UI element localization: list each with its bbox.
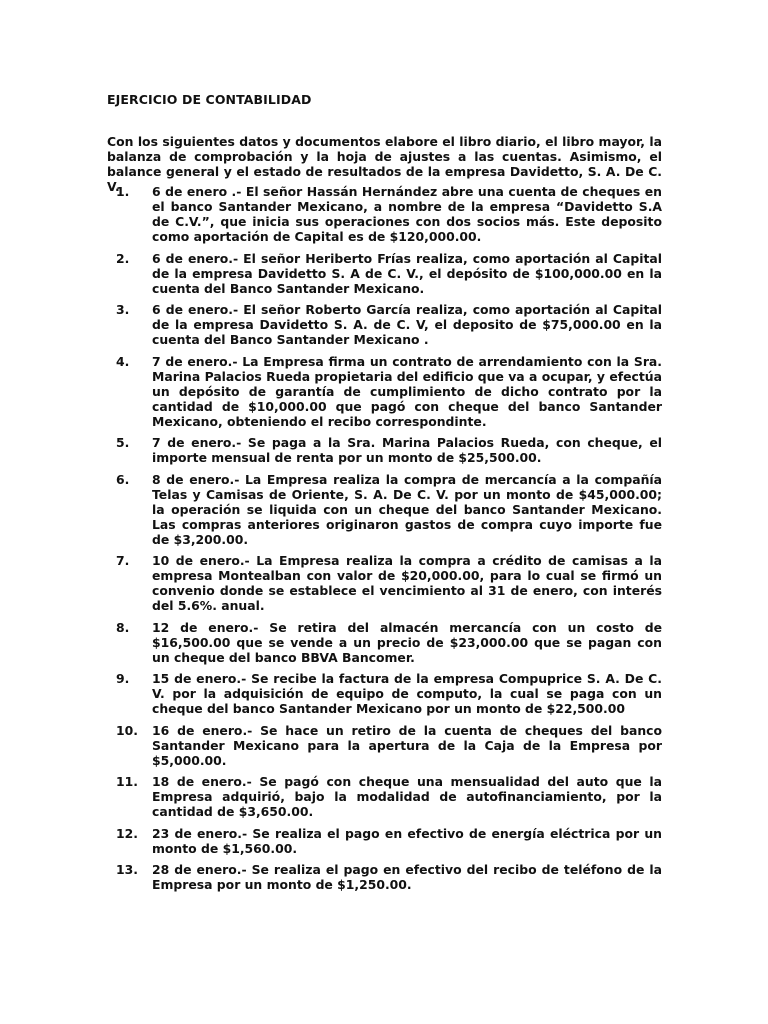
item-text: 16 de enero.- Se hace un retiro de la cuenta de cheques del banco Santander Mexicano para la apertura de la Caja de la Empresa por $5,000.00. [152, 722, 662, 768]
document-title: EJERCICIO DE CONTABILIDAD [107, 92, 312, 107]
item-number: 2. [116, 250, 130, 266]
item-number: 8. [116, 619, 130, 635]
item-text: 15 de enero.- Se recibe la factura de la empresa Compuprice S. A. De C. V. por la adquisición de equipo de computo, la cual se paga con un cheque del banco Santander Mexicano por un monto de $22,500.00 [152, 671, 662, 716]
item-text: 12 de enero.- Se retira del almacén mercancía con un costo de $16,500.00 que se vende a un precio de $23,000.00 que se pagan con un cheque del banco BBVA Bancomer. [152, 619, 662, 665]
item-number: 9. [116, 671, 130, 686]
item-number: 5. [116, 435, 130, 450]
item-number: 11. [116, 774, 138, 789]
item-number: 3. [116, 302, 130, 317]
item-text: 7 de enero.- La Empresa firma un contrato de arrendamiento con la Sra. Marina Palacios Rueda propietaria del edificio que va a ocupar, y efectúa un depósito de garantía de cumplimiento de dicho contrato por la cantidad de $10,000.00 que pagó con cheque del banco Santander Mexicano, obteniendo el recibo correspondinte. [152, 353, 662, 429]
item-text: 28 de enero.- Se realiza el pago en efectivo del recibo de teléfono de la Empresa por un monto de $1,250.00. [152, 862, 662, 892]
list-item [107, 472, 662, 547]
item-text: 10 de enero.- La Empresa realiza la compra a crédito de camisas a la empresa Montealban con valor de $20,000.00, para lo cual se firmó un convenio donde se establece el vencimiento al 31 de enero, con interés del 5.6%. anual. [152, 553, 662, 613]
item-number: 6. [116, 471, 130, 487]
item-text: 6 de enero.- El señor Roberto García realiza, como aportación al Capital de la empresa Davidetto S. A. de C. V, el deposito de $75,000.00 en la cuenta del Banco Santander Mexicano . [152, 302, 662, 347]
item-number: 12. [116, 825, 138, 841]
item-text: 23 de enero.- Se realiza el pago en efectivo de energía eléctrica por un monto de $1,560.00. [152, 825, 662, 856]
list-item [107, 553, 662, 613]
list-item [107, 826, 662, 856]
list-item [107, 774, 662, 819]
exercise-list [107, 184, 662, 899]
list-item [107, 435, 662, 465]
list-item [107, 354, 662, 429]
list-item [107, 251, 662, 296]
item-text: 6 de enero .- El señor Hassán Hernández abre una cuenta de cheques en el banco Santander Mexicano, a nombre de la empresa “Davidetto S.A de C.V.”, que inicia sus operaciones con dos socios más. Este deposito como aportación de Capital es de $120,000.00. [152, 184, 662, 244]
item-text: 6 de enero.- El señor Heriberto Frías realiza, como aportación al Capital de la empresa Davidetto S. A de C. V., el depósito de $100,000.00 en la cuenta del Banco Santander Mexicano. [152, 250, 662, 296]
item-number: 7. [116, 553, 130, 568]
item-number: 1. [116, 184, 130, 199]
item-number: 10. [116, 722, 138, 738]
item-number: 13. [116, 862, 138, 877]
list-item [107, 671, 662, 716]
item-text: 18 de enero.- Se pagó con cheque una mensualidad del auto que la Empresa adquirió, bajo la modalidad de autofinanciamiento, por la cantidad de $3,650.00. [152, 774, 662, 819]
list-item [107, 302, 662, 347]
item-text: 8 de enero.- La Empresa realiza la compra de mercancía a la compañía Telas y Camisas de Oriente, S. A. De C. V. por un monto de $45,000.00; la operación se liquida con un cheque del banco Santander Mexicano. Las compras anteriores originaron gastos de compra cuyo importe fue de $3,200.00. [152, 471, 662, 547]
list-item [107, 620, 662, 665]
list-item [107, 184, 662, 244]
item-text: 7 de enero.- Se paga a la Sra. Marina Palacios Rueda, con cheque, el importe mensual de renta por un monto de $25,500.00. [152, 435, 662, 465]
list-item [107, 723, 662, 768]
list-item [107, 862, 662, 892]
item-number: 4. [116, 353, 130, 369]
intro-paragraph: Con los siguientes datos y documentos elabore el libro diario, el libro mayor, la balanza de comprobación y la hoja de ajustes a las cuentas. Asimismo, el balance general y el estado de resultados de la empresa Davidetto, S. A. De C. V. [107, 134, 662, 194]
